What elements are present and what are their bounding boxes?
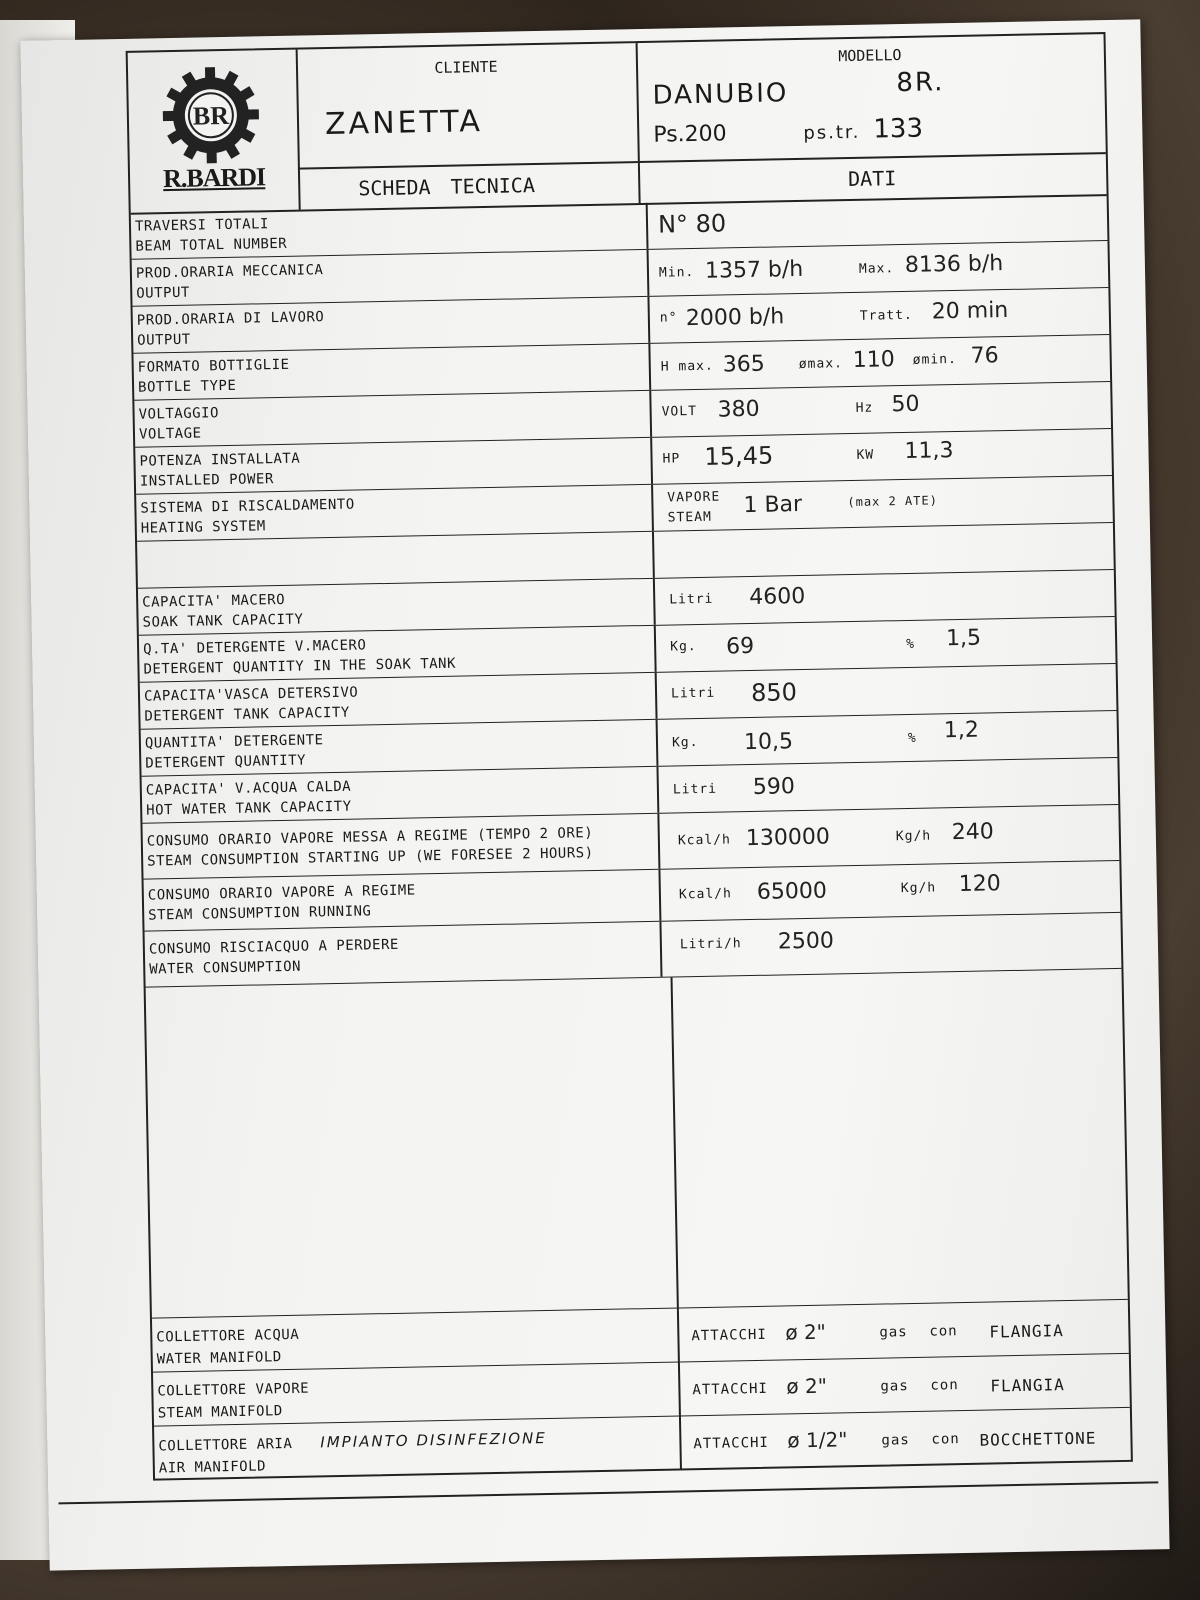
row-value: 110 xyxy=(852,347,895,373)
manifold-label-en: WATER MANIFOLD xyxy=(156,1349,282,1368)
value-label: Min. xyxy=(658,264,695,281)
value-label: Kg. xyxy=(670,639,697,655)
value-label: Kg/h xyxy=(895,828,932,845)
con-label: con xyxy=(931,1431,960,1448)
manifold-label-it: COLLETTORE ARIA xyxy=(158,1435,293,1455)
manifold-label-en: AIR MANIFOLD xyxy=(158,1458,267,1477)
row-value: 130000 xyxy=(745,824,831,852)
row-value: 20 min xyxy=(931,297,1009,325)
row-value: 1357 b/h xyxy=(704,256,804,284)
attacchi-label: ATTACCHI xyxy=(692,1380,769,1399)
row-value: 2500 xyxy=(777,928,835,955)
con-label: con xyxy=(929,1323,958,1340)
row-value: 15,45 xyxy=(704,441,774,471)
spec-rows xyxy=(131,194,1131,1480)
gas-label: gas xyxy=(879,1324,908,1341)
logo-cell xyxy=(128,50,301,213)
row-label-en: HOT WATER TANK CAPACITY xyxy=(146,798,352,819)
value-label: Max. xyxy=(858,261,895,277)
row-label-it: CAPACITA'VASCA DETERSIVO xyxy=(143,684,359,705)
row-label-it: POTENZA INSTALLATA xyxy=(139,450,301,470)
value-label: ømin. xyxy=(912,351,957,368)
row-value: 1 Bar xyxy=(743,491,803,519)
row-value: 1,5 xyxy=(945,625,982,652)
row-label-en: WATER CONSUMPTION xyxy=(149,958,302,978)
row-value: 50 xyxy=(891,391,920,418)
attacchi-label: ATTACCHI xyxy=(691,1326,767,1345)
fitting-type: FLANGIA xyxy=(989,1321,1064,1342)
gas-label: gas xyxy=(880,1378,909,1395)
value-label: VAPORE STEAM xyxy=(667,489,721,526)
value-label: Kcal/h xyxy=(677,832,731,849)
row-label-en: INSTALLED POWER xyxy=(139,471,274,490)
manifold-extra-note: IMPIANTO DISINFEZIONE xyxy=(320,1429,547,1452)
value-label: (max 2 ATE) xyxy=(847,493,939,510)
row-value: 4600 xyxy=(748,583,806,611)
row-value: 850 xyxy=(750,678,798,707)
row-label-it: CAPACITA' MACERO xyxy=(142,591,286,611)
value-label: Kg. xyxy=(671,735,699,751)
row-value: 2000 b/h xyxy=(685,304,785,332)
value-label: Hz xyxy=(855,400,874,416)
row-value: 590 xyxy=(752,774,796,800)
row-label-it: CONSUMO ORARIO VAPORE A REGIME xyxy=(147,882,416,904)
row-label-en: DETERGENT QUANTITY IN THE SOAK TANK xyxy=(143,655,457,678)
ps-label: Ps. xyxy=(653,122,685,148)
row-label-it: SISTEMA DI RISCALDAMENTO xyxy=(140,496,355,517)
value-label: ømax. xyxy=(798,356,844,373)
row-label-en: OUTPUT xyxy=(137,331,191,349)
fitting-type: BOCCHETTONE xyxy=(979,1428,1097,1450)
row-label-it: FORMATO BOTTIGLIE xyxy=(137,356,290,376)
modello-name: DANUBIO xyxy=(652,78,789,111)
technical-sheet-paper xyxy=(20,19,1169,1570)
row-label-it: QUANTITA' DETERGENTE xyxy=(144,732,324,752)
row-label-it: PROD.ORARIA MECCANICA xyxy=(135,262,324,282)
row-label-en: STEAM CONSUMPTION RUNNING xyxy=(148,903,372,924)
row-value: 11,3 xyxy=(904,438,954,464)
row-value: 76 xyxy=(970,343,999,369)
row-label-it: CONSUMO RISCIACQUO A PERDERE xyxy=(148,936,400,958)
value-label: Litri xyxy=(670,685,716,702)
ps-field xyxy=(653,121,727,147)
pstr-value: 133 xyxy=(873,113,924,145)
brand-logo-text: R.BARDI xyxy=(162,162,266,194)
con-label: con xyxy=(930,1377,959,1394)
value-label: KW xyxy=(856,447,875,463)
cliente-cell xyxy=(296,43,641,210)
value-label: H max. xyxy=(660,358,714,375)
row-label-it: CONSUMO ORARIO VAPORE MESSA A REGIME (TEMPO 2 ORE) xyxy=(146,825,594,850)
row-label-en: STEAM CONSUMPTION STARTING UP (WE FORESEE 2 HOURS) xyxy=(147,845,594,870)
gear-logo-icon xyxy=(160,64,262,166)
row-label-en: DETERGENT TANK CAPACITY xyxy=(144,704,350,725)
manifold-size: ø 2" xyxy=(785,1319,827,1345)
row-label-en: BOTTLE TYPE xyxy=(137,377,237,396)
cliente-label: CLIENTE xyxy=(434,57,498,77)
row-label-en: VOLTAGE xyxy=(138,425,202,443)
row-value: 365 xyxy=(722,351,766,378)
pstr-field xyxy=(803,114,923,146)
manifold-size: ø 2" xyxy=(786,1373,828,1399)
row-label-it: TRAVERSI TOTALI xyxy=(134,216,270,235)
gas-label: gas xyxy=(881,1432,910,1449)
row-value: 8136 b/h xyxy=(904,251,1004,278)
modello-rows: 8R. xyxy=(896,67,945,99)
row-label-it: PROD.ORARIA DI LAVORO xyxy=(136,309,325,329)
row-label-it: VOLTAGGIO xyxy=(138,405,220,423)
value-label: Litri xyxy=(672,781,718,798)
row-value: 380 xyxy=(717,396,760,423)
svg-text:BR: BR xyxy=(192,100,230,131)
value-label: % xyxy=(907,730,917,746)
modello-cell xyxy=(636,34,1107,203)
row-label-it: CAPACITA' V.ACQUA CALDA xyxy=(145,778,352,799)
cliente-value: ZANETTA xyxy=(324,104,484,143)
row-value: 69 xyxy=(725,633,755,660)
row-value: N° 80 xyxy=(657,209,727,239)
row-label-en: SOAK TANK CAPACITY xyxy=(142,611,304,631)
row-label-en: HEATING SYSTEM xyxy=(140,518,266,537)
row-value: 1,2 xyxy=(943,717,980,744)
row-label-it: Q.TA' DETERGENTE V.MACERO xyxy=(142,637,367,658)
manifold-label-en: STEAM MANIFOLD xyxy=(157,1403,283,1422)
dati-label: DATI xyxy=(847,166,897,192)
pstr-label: ps.tr. xyxy=(803,121,861,144)
manifold-label-it: COLLETTORE VAPORE xyxy=(157,1380,310,1400)
row-value: 65000 xyxy=(756,878,828,905)
value-label: Litri xyxy=(669,591,714,608)
manifold-size: ø 1/2" xyxy=(787,1427,848,1453)
sheet-header xyxy=(128,34,1107,215)
value-label: HP xyxy=(662,451,681,467)
row-value: 120 xyxy=(958,871,1002,898)
value-label: Kcal/h xyxy=(678,886,733,903)
value-label: VOLT xyxy=(661,403,698,420)
modello-label: MODELLO xyxy=(838,45,902,66)
footer-rule xyxy=(58,1481,1158,1504)
blank-area xyxy=(146,969,1128,1318)
value-label: n° xyxy=(659,310,678,326)
row-value: 240 xyxy=(951,819,995,846)
value-label: % xyxy=(906,636,916,652)
value-label: Kg/h xyxy=(900,880,937,897)
scheda-tecnica-label: SCHEDA TECNICA xyxy=(358,173,536,201)
manifold-label-it: COLLETTORE ACQUA xyxy=(156,1326,300,1346)
value-label: Litri/h xyxy=(679,936,742,953)
row-label-en: OUTPUT xyxy=(136,284,191,302)
technical-sheet-table xyxy=(126,32,1133,1481)
value-label: Tratt. xyxy=(859,307,913,324)
fitting-type: FLANGIA xyxy=(990,1375,1066,1396)
attacchi-label: ATTACCHI xyxy=(693,1434,770,1453)
row-label-en: BEAM TOTAL NUMBER xyxy=(135,235,288,255)
row-value: 10,5 xyxy=(743,729,794,756)
row-label-en: DETERGENT QUANTITY xyxy=(145,752,307,772)
ps-value: 200 xyxy=(684,121,727,148)
